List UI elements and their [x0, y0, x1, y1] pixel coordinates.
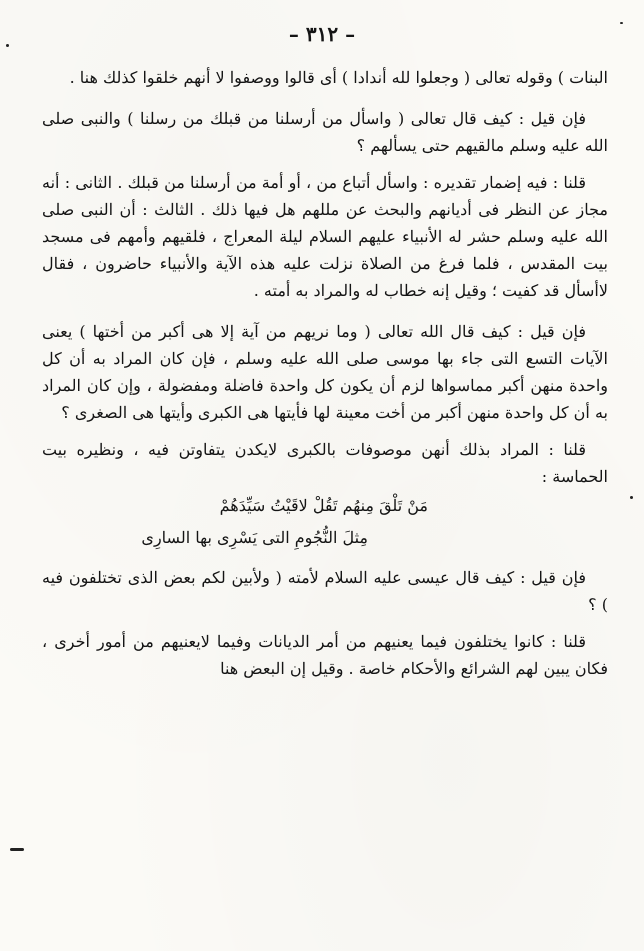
paragraph-question-3: فإن قيل : كيف قال عيسى عليه السلام لأمته ( ولأبين لكم بعض الذى تختلفون فيه ) ؟	[42, 568, 608, 614]
page-number: – ٣١٢ –	[288, 22, 356, 46]
poetry-verse-line-2: مِثلَ النُّجُومِ التى يَسْرِى بها السارِى	[141, 528, 368, 547]
print-speck	[6, 44, 9, 47]
paragraph-answer-1: قلنا : فيه إضمار تقديره : واسأل أتباع من ، أو أمة من أرسلنا من قبلك . الثانى : أنه مجاز عن النظر فى أديانهم والبحث عن مللهم هل فيها ذلك . الثالث : أن النبى صلى الله عليه وسلم حشر له الأنبياء عليهم السلام ليلة المعراج ، فلقيهم وأمهم فى مسجد بيت المقدس ، فلما فرغ من الصلاة نزلت عليه هذه الآية والأنبياء حاضرون ، فقال لاأسأل قد كفيت ؛ وقيل إنه خطاب له والمراد به أمته .	[42, 173, 608, 300]
paragraph-answer-3: قلنا : كانوا يختلفون فيما يعنيهم من أمر الديانات وفيما لايعنيهم من أمور أخرى ، فكان يبين لهم الشرائع والأحكام خاصة . وقيل إن البعض هنا	[42, 632, 608, 678]
paragraph-answer-2: قلنا : المراد بذلك أنهن موصوفات بالكبرى لايكدن يتفاوتن فيه ، ونظيره بيت الحماسة :	[42, 440, 608, 486]
print-speck	[630, 496, 633, 499]
paragraph-question-2: فإن قيل : كيف قال الله تعالى ( وما نريهم من آية إلا هى أكبر من أختها ) يعنى الآيات التسع التى جاء بها موسى صلى الله عليه وسلم ، فإن كان المراد به أن كل واحدة منهن أكبر مماسواها لزم أن يكون كل واحدة فاضلة ومفضولة ، وإن كان المراد به أن كل واحدة منهن أكبر من أخت معينة لها فأيتها هى الكبرى وأيتها هى الصغرى ؟	[42, 322, 609, 422]
print-speck	[620, 22, 623, 24]
paragraph-question-1: فإن قيل : كيف قال تعالى ( واسأل من أرسلنا من قبلك من رسلنا ) والنبى صلى الله عليه وسلم مالقيهم حتى يسألهم ؟	[42, 109, 608, 155]
print-speck	[10, 848, 24, 851]
page-body	[42, 64, 608, 682]
paragraph-continuation: البنات ) وقوله تعالى ( وجعلوا لله أندادا ) أى قالوا ووصفوا لا أنهم خلقوا كذلك هنا .	[69, 68, 608, 87]
poetry-verse-line-1: مَنْ تَلْقَ مِنهُم تَقُلْ لاقَيْتُ سَيِّدَهُمْ	[219, 496, 428, 515]
